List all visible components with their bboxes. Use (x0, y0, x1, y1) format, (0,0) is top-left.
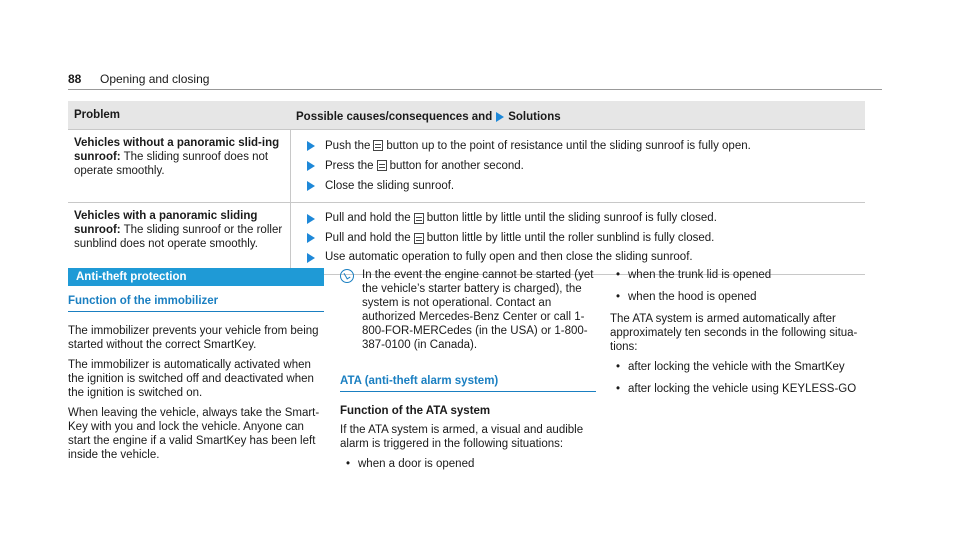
problem-description: The sliding sunroof or the roller sunblind does not operate smoothly. (74, 224, 283, 251)
page-number: 88 (68, 72, 82, 86)
problem-cell (68, 203, 290, 274)
step-text: Press the (325, 159, 374, 172)
bullet-list (610, 360, 866, 396)
solution-step (291, 209, 865, 228)
bullet-list (610, 268, 866, 304)
note-icon (340, 269, 354, 283)
header-solutions-prefix: Possible causes/consequences and (296, 110, 493, 123)
step-text: button little by little until the roller sunblind is fully closed. (426, 231, 715, 244)
play-arrow-icon (307, 141, 315, 151)
note-text: In the event the engine cannot be started (yet the vehicle’s starter battery is charged), the system is not operational. Contact an authorized Mercedes-Benz Center or call 1-800-FOR-MERCedes (in the USA) or 1-800-387-0100 (in Canada). (362, 269, 594, 352)
step-text: Pull and hold the (325, 212, 411, 225)
step-text: button for another second. (389, 159, 524, 172)
step-text: Use automatic operation to fully open and then close the sliding sunroof. (325, 251, 693, 264)
play-arrow-icon (307, 253, 315, 263)
note-block (340, 268, 596, 352)
sunroof-button-icon (414, 233, 424, 244)
page-header (68, 72, 882, 86)
paragraph: The immobilizer prevents your vehicle from being started without the correct SmartKey. (68, 325, 319, 352)
troubleshooting-table (68, 101, 865, 275)
step-text: Pull and hold the (325, 231, 411, 244)
header-solutions (296, 110, 561, 129)
solutions-cell (290, 130, 865, 202)
sunroof-button-icon (414, 213, 424, 224)
header-problem: Problem (74, 109, 121, 121)
step-text: button up to the point of resistance until the sliding sunroof is fully open. (386, 139, 751, 152)
list-item: • after locking the vehicle with the SmartKey (610, 360, 866, 374)
header-rule (68, 89, 882, 90)
list-item: • when the hood is opened (610, 290, 866, 304)
solution-step (291, 176, 865, 196)
solution-step (291, 156, 865, 176)
paragraph: The immobilizer is automatically activated when the ignition is switched off and deactivated when the ignition is switched on. (68, 359, 314, 400)
header-solutions-suffix: Solutions (508, 110, 561, 123)
play-arrow-icon (307, 181, 315, 191)
step-text: Close the sliding sunroof. (325, 179, 455, 192)
sunroof-button-icon (373, 140, 383, 151)
solution-step (291, 229, 865, 248)
play-arrow-icon (496, 112, 504, 122)
subsection-heading: Function of the ATA system (340, 405, 491, 418)
play-arrow-icon (307, 233, 315, 243)
section-title: Opening and closing (100, 72, 210, 86)
sunroof-button-icon (377, 160, 387, 171)
paragraph: The ATA system is armed automatically after approximately ten seconds in the following situa-tions: (610, 313, 858, 354)
section-heading: ATA (anti-theft alarm system) (340, 374, 596, 392)
paragraph: If the ATA system is armed, a visual and audible alarm is triggered in the following situations: (340, 424, 584, 451)
paragraph: When leaving the vehicle, always take the Smart-Key with you and lock the vehicle. Anyone can start the engine if a valid SmartKey has been left inside the vehicle. (68, 407, 320, 462)
column-anti-theft (68, 268, 324, 468)
problem-cell (68, 130, 290, 202)
table-header (68, 101, 865, 129)
list-item: • when the trunk lid is opened (610, 268, 866, 282)
column-ata (340, 268, 596, 479)
problem-condition: Vehicles with a panoramic sliding sunroof: (74, 210, 258, 237)
problem-description: The sliding sunroof does not operate smoothly. (74, 151, 269, 178)
problem-condition: Vehicles without a panoramic slid-ing sunroof: (74, 137, 280, 164)
step-text: button little by little until the sliding sunroof is fully closed. (426, 212, 717, 225)
solutions-cell (290, 203, 865, 274)
step-text: Push the (325, 139, 371, 152)
play-arrow-icon (307, 161, 315, 171)
table-row (68, 129, 865, 202)
column-ata-continued (610, 268, 866, 404)
list-item: • after locking the vehicle using KEYLESS-GO (610, 382, 866, 396)
list-item: • when a door is opened (340, 457, 596, 471)
play-arrow-icon (307, 214, 315, 224)
subsection-heading: Function of the immobilizer (68, 294, 324, 312)
table-row (68, 202, 865, 274)
solution-step (291, 248, 865, 267)
bullet-list (340, 457, 596, 471)
section-bar-title: Anti-theft protection (68, 268, 324, 286)
solution-step (291, 136, 865, 156)
